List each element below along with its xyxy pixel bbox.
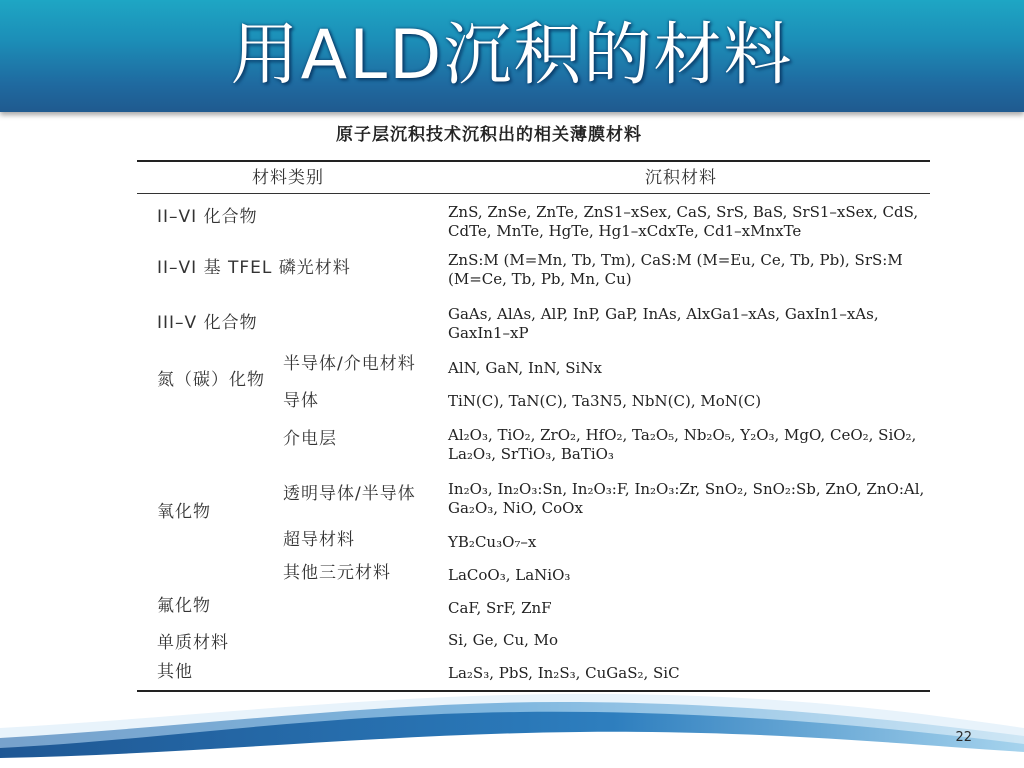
subcategory-transparent: 透明导体/半导体 — [283, 484, 416, 504]
subcategory-conductor: 导体 — [283, 391, 319, 411]
title-bar — [0, 0, 1024, 112]
materials-conductor: TiN(C), TaN(C), Ta3N5, NbN(C), MoN(C) — [448, 392, 762, 410]
subcategory-ternary: 其他三元材料 — [283, 563, 391, 583]
materials-superconductor: YB₂Cu₃O₇–x — [448, 533, 537, 551]
materials-transparent: In₂O₃, In₂O₃:Sn, In₂O₃:F, In₂O₃:Zr, SnO₂, SnO₂:Sb, ZnO, ZnO:Al, Ga₂O₃, NiO, CoOx — [448, 480, 925, 517]
category-iii-v: III–V 化合物 — [157, 313, 258, 333]
header-rule — [137, 193, 930, 194]
subcategory-dielectric: 介电层 — [283, 429, 337, 449]
page-number: 22 — [955, 730, 972, 745]
category-fluoride: 氟化物 — [157, 596, 211, 616]
category-nitride: 氮（碳）化物 — [157, 370, 265, 390]
category-oxide: 氧化物 — [157, 502, 211, 522]
slide-title: 用ALD沉积的材料 — [230, 16, 794, 95]
materials-other: La₂S₃, PbS, In₂S₃, CuGaS₂, SiC — [448, 664, 680, 682]
materials-element: Si, Ge, Cu, Mo — [448, 631, 559, 649]
materials-dielectric: Al₂O₃, TiO₂, ZrO₂, HfO₂, Ta₂O₅, Nb₂O₅, Y₂O₃, MgO, CeO₂, SiO₂, La₂O₃, SrTiO₃, BaTiO₃ — [448, 426, 917, 463]
materials-table — [137, 160, 930, 692]
category-element: 单质材料 — [157, 633, 229, 653]
materials-semi-dielectric: AlN, GaN, InN, SiNx — [448, 359, 602, 377]
subcategory-superconductor: 超导材料 — [283, 530, 355, 550]
header-materials: 沉积材料 — [645, 168, 717, 188]
subcategory-semi-dielectric: 半导体/介电材料 — [283, 354, 416, 374]
category-other: 其他 — [157, 662, 193, 682]
header-category: 材料类别 — [252, 168, 324, 188]
table-caption: 原子层沉积技术沉积出的相关薄膜材料 — [336, 125, 642, 145]
materials-ii-vi-tfel: ZnS:M (M=Mn, Tb, Tm), CaS:M (M=Eu, Ce, Tb, Pb), SrS:M (M=Ce, Tb, Pb, Mn, Cu) — [448, 251, 903, 288]
materials-fluoride: CaF, SrF, ZnF — [448, 599, 552, 617]
materials-ii-vi: ZnS, ZnSe, ZnTe, ZnS1–xSex, CaS, SrS, BaS, SrS1–xSex, CdS, CdTe, MnTe, HgTe, Hg1–xCdxTe, Cd1–xMnxTe — [448, 203, 919, 240]
category-ii-vi-tfel: II–VI 基 TFEL 磷光材料 — [157, 258, 351, 278]
footer-wave-decoration — [0, 688, 1024, 768]
materials-ternary: LaCoO₃, LaNiO₃ — [448, 566, 571, 584]
category-ii-vi: II–VI 化合物 — [157, 207, 258, 227]
materials-iii-v: GaAs, AlAs, AlP, InP, GaP, InAs, AlxGa1–xAs, GaxIn1–xAs, GaxIn1–xP — [448, 305, 879, 342]
